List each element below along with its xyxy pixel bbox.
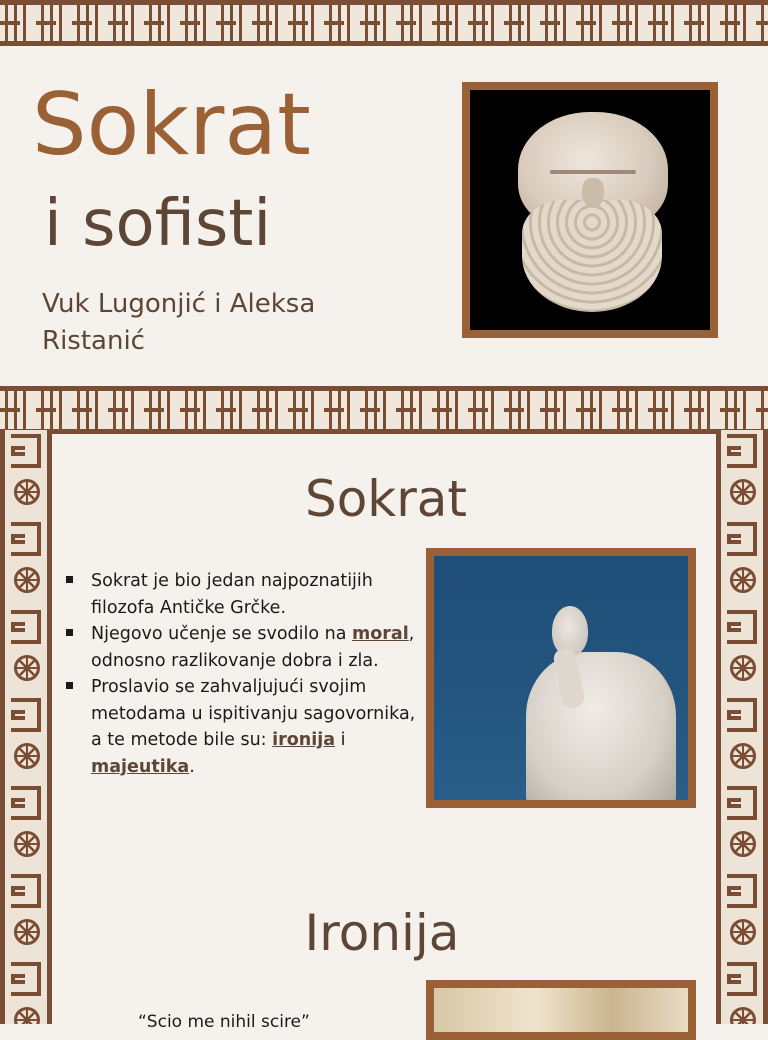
meander-icon	[11, 522, 41, 556]
meander-icon	[11, 786, 41, 820]
term-link-ironija[interactable]: ironija	[272, 730, 336, 750]
list-item: Sokrat je bio jedan najpoznatijih filozofa Antičke Grčke.	[60, 568, 418, 621]
wheel-icon	[14, 655, 40, 681]
greek-key-border-middle	[0, 386, 768, 434]
border-ornament	[5, 518, 47, 606]
meander-icon	[727, 786, 757, 820]
border-ornament	[721, 694, 763, 782]
list-item: Njegovo učenje se svodilo na moral, odnosno razlikovanje dobra i zla.	[60, 621, 418, 674]
meander-icon	[11, 962, 41, 996]
meander-icon	[727, 610, 757, 644]
meander-icon	[727, 962, 757, 996]
meander-icon	[11, 610, 41, 644]
quote-text: “Scio me nihil scire”	[138, 1012, 310, 1032]
socrates-bust-image	[462, 82, 718, 338]
border-ornament	[5, 782, 47, 870]
border-ornament	[721, 606, 763, 694]
meander-icon	[11, 434, 41, 468]
wheel-icon	[14, 831, 40, 857]
border-ornament	[721, 958, 763, 1024]
bullet-list	[60, 568, 418, 780]
meander-icon	[727, 698, 757, 732]
meander-icon	[11, 874, 41, 908]
list-item: Proslavio se zahvaljujući svojim metodama u ispitivanju sagovornika, a te metode bile su: ironija i majeutika.	[60, 674, 418, 780]
wheel-icon	[14, 1007, 40, 1024]
socrates-statue-image	[426, 548, 696, 808]
border-ornament	[5, 694, 47, 782]
wheel-icon	[730, 655, 756, 681]
wheel-icon	[730, 831, 756, 857]
section-title-sokrat: Sokrat	[304, 470, 468, 528]
meander-icon	[727, 522, 757, 556]
wheel-icon	[730, 743, 756, 769]
school-of-athens-image	[426, 980, 696, 1040]
slide-title: Sokrat	[32, 75, 311, 175]
authors-text: Vuk Lugonjić i Aleksa Ristanić	[42, 289, 316, 356]
bullet-icon	[66, 682, 73, 689]
wheel-icon	[730, 1007, 756, 1024]
wheel-icon	[730, 567, 756, 593]
bullet-icon	[66, 576, 73, 583]
border-ornament	[5, 606, 47, 694]
wheel-icon	[14, 567, 40, 593]
border-ornament	[5, 958, 47, 1024]
term-link-majeutika[interactable]: majeutika	[91, 756, 190, 777]
term-link-moral[interactable]: moral	[352, 624, 409, 644]
meander-icon	[727, 874, 757, 908]
meander-icon	[11, 698, 41, 732]
slide-subtitle: i sofisti	[44, 187, 272, 261]
border-ornament	[721, 518, 763, 606]
greek-key-border-top	[0, 0, 768, 46]
wheel-icon	[14, 743, 40, 769]
border-ornament	[721, 782, 763, 870]
meander-icon	[727, 434, 757, 468]
bullet-icon	[66, 629, 73, 636]
section-title-ironija: Ironija	[304, 904, 460, 962]
